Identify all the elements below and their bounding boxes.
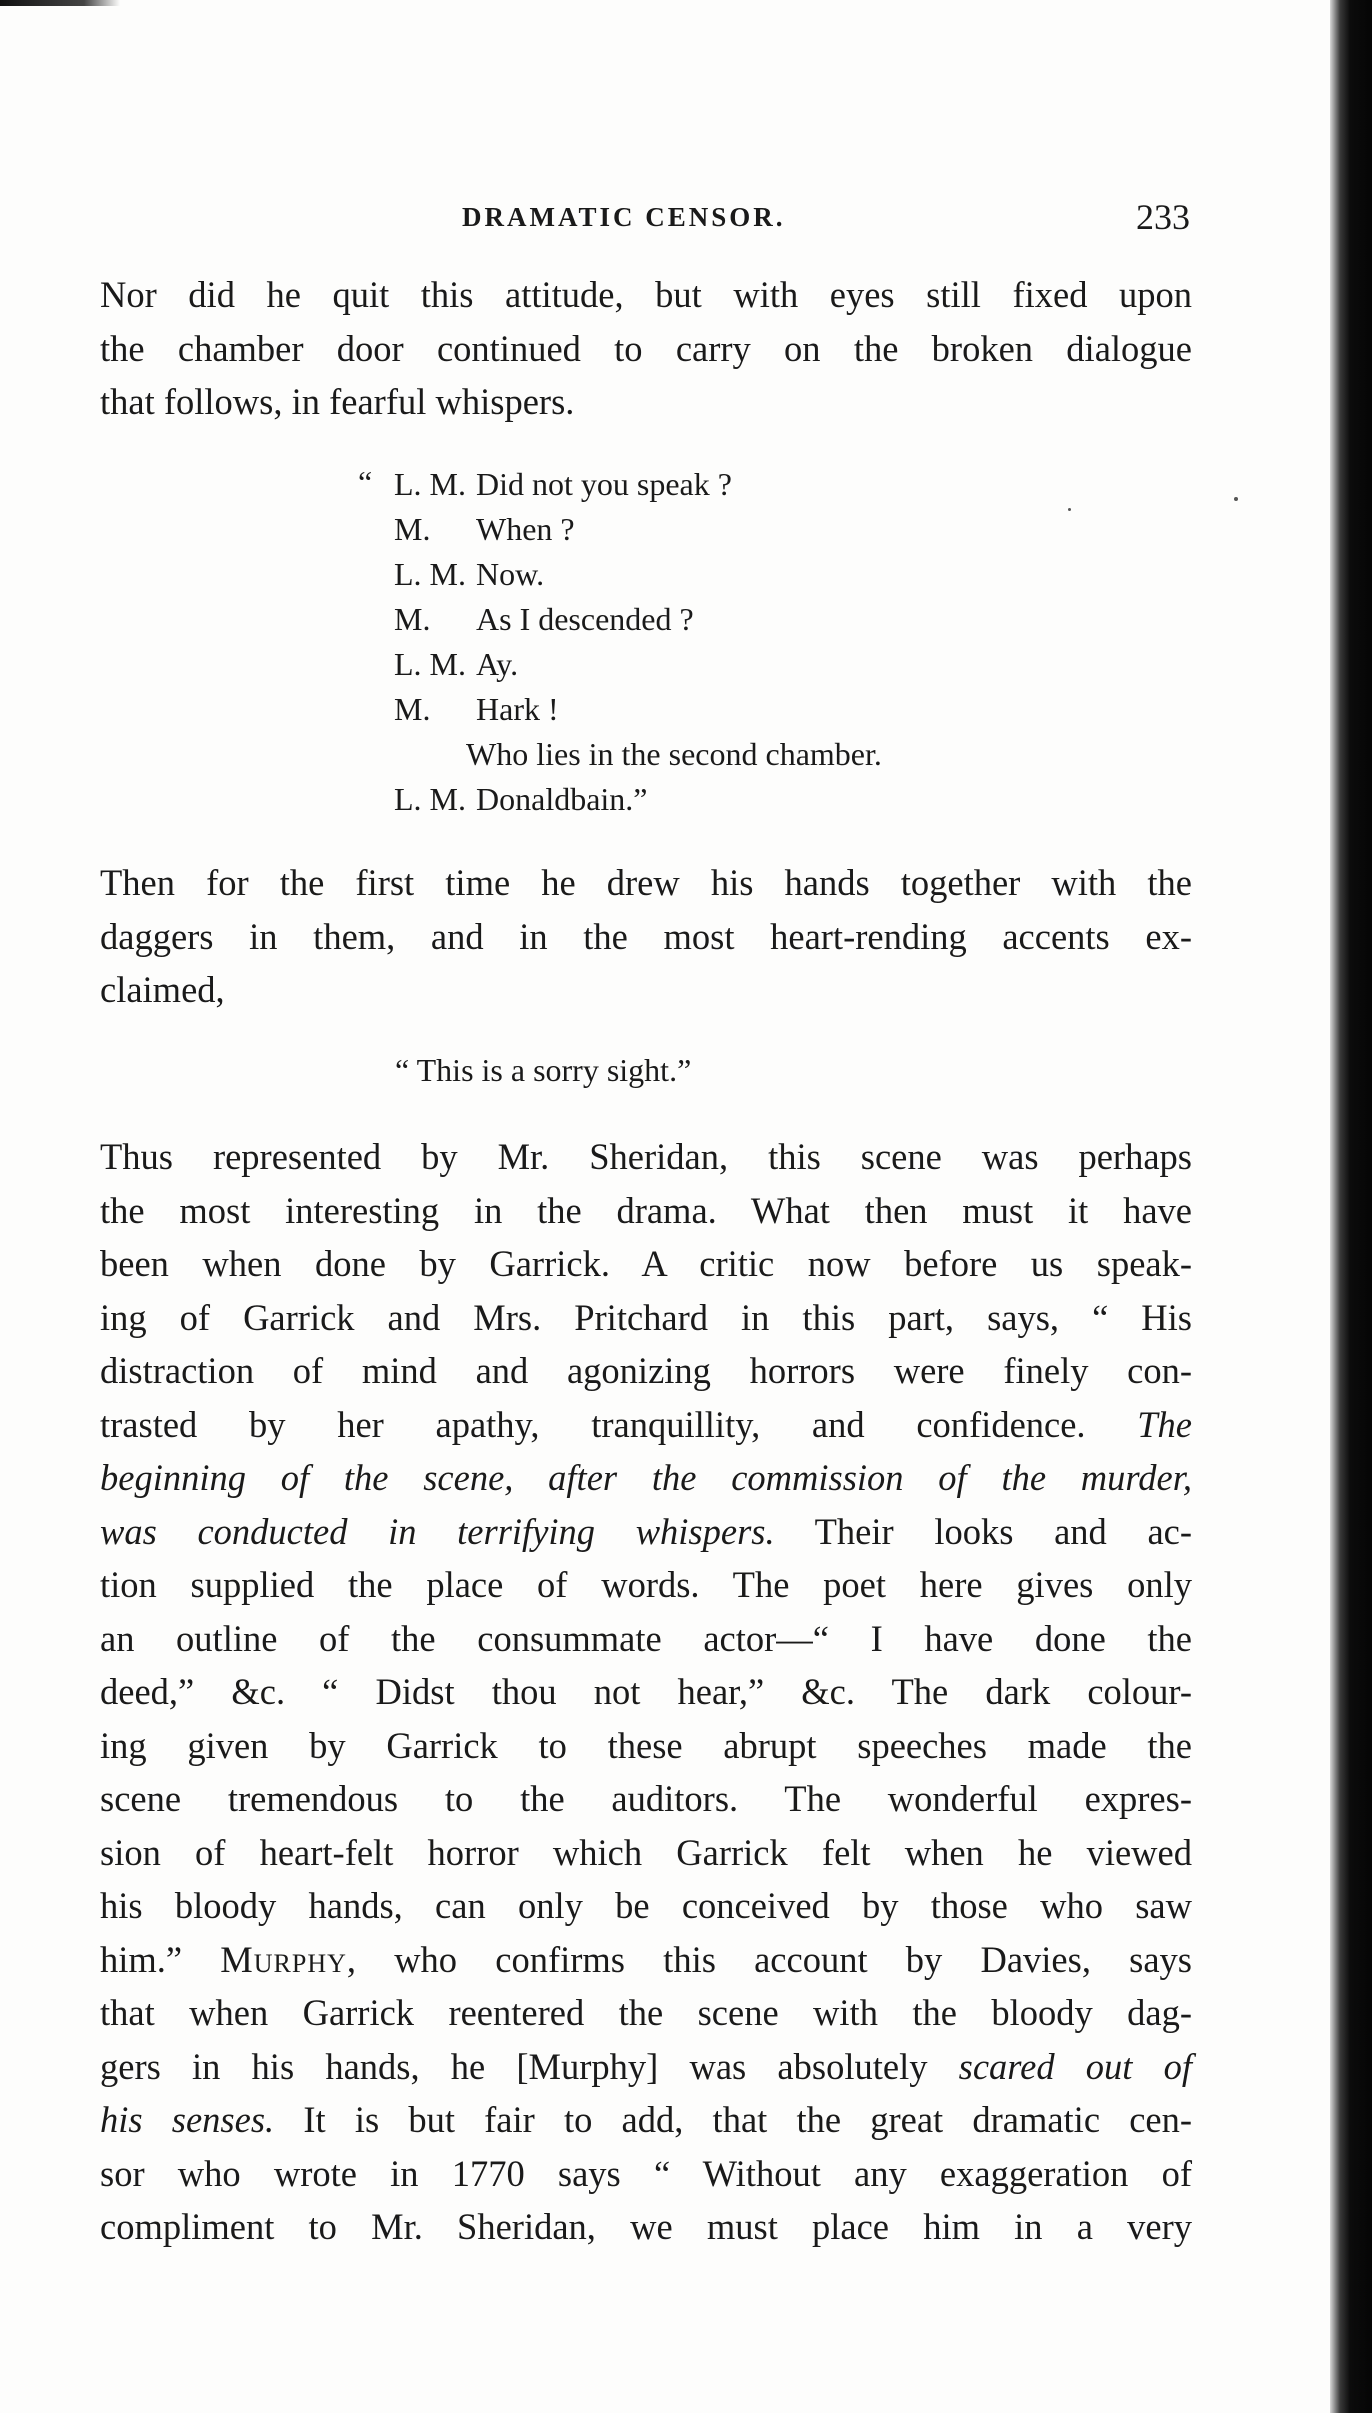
text-line: sion of heart-felt horror which Garrick felt when he viewed bbox=[100, 1831, 1192, 1873]
text-line: tion supplied the place of words. The poet here gives only bbox=[100, 1564, 1192, 1605]
dialogue-line bbox=[358, 507, 1078, 552]
text-segment: Their looks and ac- bbox=[774, 1510, 1192, 1552]
dialogue-text: Who lies in the second chamber. bbox=[466, 736, 882, 772]
dialogue-text: Donaldbain.” bbox=[476, 781, 648, 817]
text-line: his bloody hands, can only be conceived by those who saw bbox=[100, 1885, 1192, 1926]
italic-text-line: beginning of the scene, after the commission of the murder, bbox=[100, 1457, 1192, 1498]
text-line: that when Garrick reentered the scene with the bloody dag- bbox=[100, 1992, 1192, 2033]
text-line: ing given by Garrick to these abrupt speeches made the bbox=[100, 1724, 1192, 1766]
dialogue-text: Hark ! bbox=[476, 691, 559, 727]
dialogue-line bbox=[358, 642, 1078, 687]
text-segment: , who confirms this account by Davies, says bbox=[346, 1938, 1192, 1980]
text-line: daggers in them, and in the most heart-rending accents ex- bbox=[100, 915, 1192, 957]
text-line: Thus represented by Mr. Sheridan, this scene was perhaps bbox=[100, 1136, 1192, 1177]
text-line: claimed, bbox=[100, 969, 225, 1010]
scan-speck bbox=[1234, 497, 1238, 501]
dialogue-line bbox=[358, 777, 1078, 822]
paragraph-intro bbox=[100, 268, 1192, 429]
text-line bbox=[100, 1505, 1192, 1559]
dialogue-text: Ay. bbox=[476, 646, 519, 682]
text-line: deed,” &c. “ Didst thou not hear,” &c. The dark colour- bbox=[100, 1671, 1192, 1712]
scan-edge-top bbox=[0, 0, 120, 6]
dialogue-quote bbox=[358, 462, 1078, 822]
text-line: Then for the first time he drew his hands together with the bbox=[100, 862, 1192, 903]
text-line: the most interesting in the drama. What then must it have bbox=[100, 1189, 1192, 1231]
page-number: 233 bbox=[1136, 197, 1190, 237]
text-line: been when done by Garrick. A critic now before us speak- bbox=[100, 1243, 1192, 1284]
text-line: scene tremendous to the auditors. The wonderful expres- bbox=[100, 1778, 1192, 1819]
italic-text: The bbox=[1137, 1403, 1192, 1445]
text-line: ing of Garrick and Mrs. Pritchard in this part, says, “ His bbox=[100, 1296, 1192, 1338]
smallcaps-name: Murphy bbox=[220, 1938, 347, 1980]
sorry-sight-quote: “ This is a sorry sight.” bbox=[395, 1052, 692, 1088]
dialogue-speaker: M. bbox=[394, 601, 431, 637]
dialogue-text: When ? bbox=[476, 511, 575, 547]
dialogue-line bbox=[358, 597, 1078, 642]
text-segment: It is but fair to add, that the great dramatic cen- bbox=[274, 2099, 1193, 2140]
italic-text: his senses. bbox=[100, 2099, 275, 2140]
dialogue-text: Now. bbox=[476, 556, 545, 592]
dialogue-line bbox=[358, 552, 1078, 597]
scan-edge-right bbox=[1330, 0, 1372, 2413]
text-line: that follows, in fearful whispers. bbox=[100, 381, 575, 422]
text-line bbox=[100, 2093, 1192, 2147]
dialogue-speaker: L. M. bbox=[394, 646, 466, 682]
text-segment: trasted by her apathy, tranquillity, and confidence. bbox=[100, 1403, 1086, 1445]
dialogue-speaker: M. bbox=[394, 691, 431, 727]
dialogue-line bbox=[358, 732, 1078, 777]
open-quote: “ bbox=[358, 464, 373, 500]
text-line: the chamber door continued to carry on the broken dialogue bbox=[100, 327, 1192, 369]
dialogue-text: Did not you speak ? bbox=[476, 466, 732, 502]
text-segment: him.” bbox=[100, 1938, 221, 1980]
dialogue-text: As I descended ? bbox=[476, 601, 694, 637]
text-line: compliment to Mr. Sheridan, we must place him in a very bbox=[100, 2206, 1192, 2247]
dialogue-speaker: L. M. bbox=[394, 466, 466, 502]
dialogue-line bbox=[358, 462, 1078, 507]
paragraph-daggers bbox=[100, 856, 1192, 1017]
dialogue-line bbox=[358, 687, 1078, 732]
text-line bbox=[100, 2040, 1192, 2094]
italic-text: scared out of bbox=[958, 2045, 1192, 2087]
running-head bbox=[100, 196, 1190, 240]
running-title: DRAMATIC CENSOR. bbox=[462, 202, 786, 232]
italic-text: was conducted in terrifying whispers. bbox=[100, 1510, 775, 1552]
text-line bbox=[100, 1398, 1192, 1452]
text-line: an outline of the consummate actor—“ I have done the bbox=[100, 1617, 1192, 1659]
paragraph-garrick bbox=[100, 1130, 1192, 2254]
dialogue-speaker: L. M. bbox=[394, 556, 466, 592]
text-line: distraction of mind and agonizing horrors were finely con- bbox=[100, 1350, 1192, 1391]
text-line: sor who wrote in 1770 says “ Without any exaggeration of bbox=[100, 2152, 1192, 2194]
dialogue-speaker: M. bbox=[394, 511, 431, 547]
text-segment: gers in his hands, he [Murphy] was absolutely bbox=[100, 2045, 959, 2087]
dialogue-speaker: L. M. bbox=[394, 781, 466, 817]
text-line: Nor did he quit this attitude, but with eyes still fixed upon bbox=[100, 274, 1192, 315]
text-line bbox=[100, 1933, 1192, 1987]
